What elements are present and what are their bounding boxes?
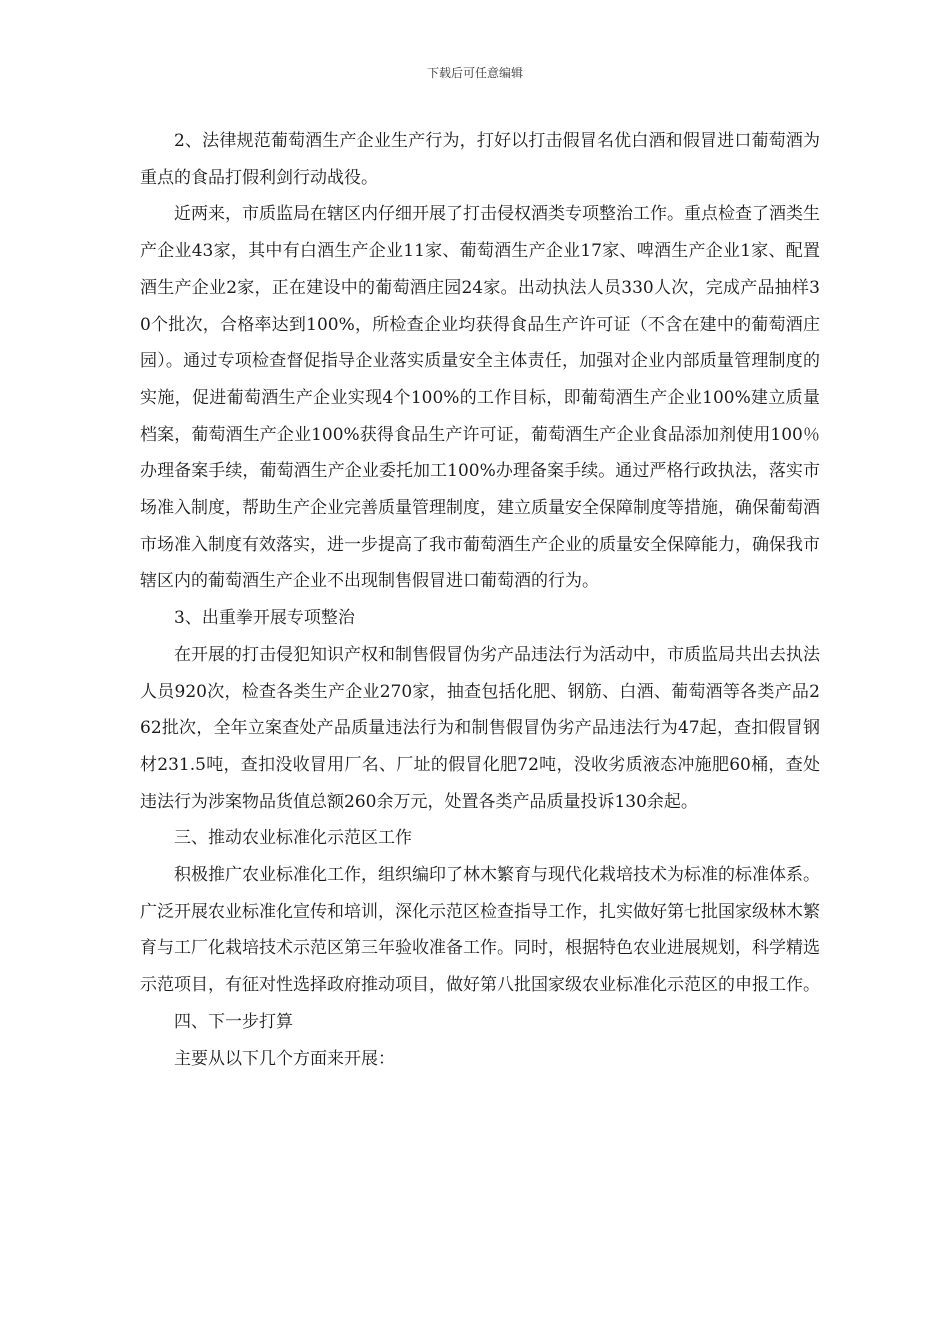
paragraph-liquor-inspection: 近两来，市质监局在辖区内仔细开展了打击侵权酒类专项整治工作。重点检查了酒类生产企业43家，其中有白酒生产企业11家、葡萄酒生产企业17家、啤酒生产企业1家、配置酒生产企业2家，正在建设中的葡萄酒庄园24家。出动执法人员330人次，完成产品抽样30个批次，合格率达到100%，所检查企业均获得食品生产许可证（不含在建中的葡萄酒庄园）。通过专项检查督促指导企业落实质量安全主体责任，加强对企业内部质量管理制度的实施，促进葡萄酒生产企业实现4个100%的工作目标，即葡萄酒生产企业100%建立质量档案，葡萄酒生产企业100%获得食品生产许可证，葡萄酒生产企业食品添加剂使用100％办理备案手续，葡萄酒生产企业委托加工100%办理备案手续。通过严格行政执法，落实市场准入制度，帮助生产企业完善质量管理制度，建立质量安全保障制度等措施，确保葡萄酒市场准入制度有效落实，进一步提高了我市葡萄酒生产企业的质量安全保障能力，确保我市辖区内的葡萄酒生产企业不出现制售假冒进口葡萄酒的行为。	[140, 204, 820, 592]
paragraph-special-rectification: 在开展的打击侵犯知识产权和制售假冒伪劣产品违法行为活动中，市质监局共出去执法人员920次，检查各类生产企业270家，抽查包括化肥、钢筋、白酒、葡萄酒等各类产品262批次，全年立案查处产品质量违法行为和制售假冒伪劣产品违法行为47起，查扣假冒钢材231.5吨，查扣没收冒用厂名、厂址的假冒化肥72吨，没收劣质液态冲施肥60桶，查处违法行为涉案物品货值总额260余万元，处置各类产品质量投诉130余起。	[140, 644, 820, 812]
paragraph-next-steps-intro: 主要从以下几个方面来开展：	[174, 1048, 395, 1069]
page-header: 下载后可任意编辑	[426, 66, 523, 80]
paragraph-agri-standard: 积极推广农业标准化工作，组织编印了林木繁育与现代化栽培技术为标准的标准体系。广泛开展农业标准化宣传和培训，深化示范区检查指导工作，扎实做好第七批国家级林木繁育与工厂化栽培技术示范区第三年验收准备工作。同时，根据特色农业进展规划，科学精选示范项目，有征对性选择政府推动项目，做好第八批国家级农业标准化示范区的申报工作。	[140, 865, 820, 996]
section-heading-special-rectification: 3、出重拳开展专项整治	[174, 608, 355, 629]
document-body	[140, 123, 820, 1077]
section-heading-next-steps: 四、下一步打算	[174, 1011, 293, 1032]
section-heading-agri-standard: 三、推动农业标准化示范区工作	[174, 828, 412, 849]
paragraph-law-regulation: 2、法律规范葡萄酒生产企业生产行为，打好以打击假冒名优白酒和假冒进口葡萄酒为重点的食品打假利剑行动战役。	[140, 131, 820, 188]
